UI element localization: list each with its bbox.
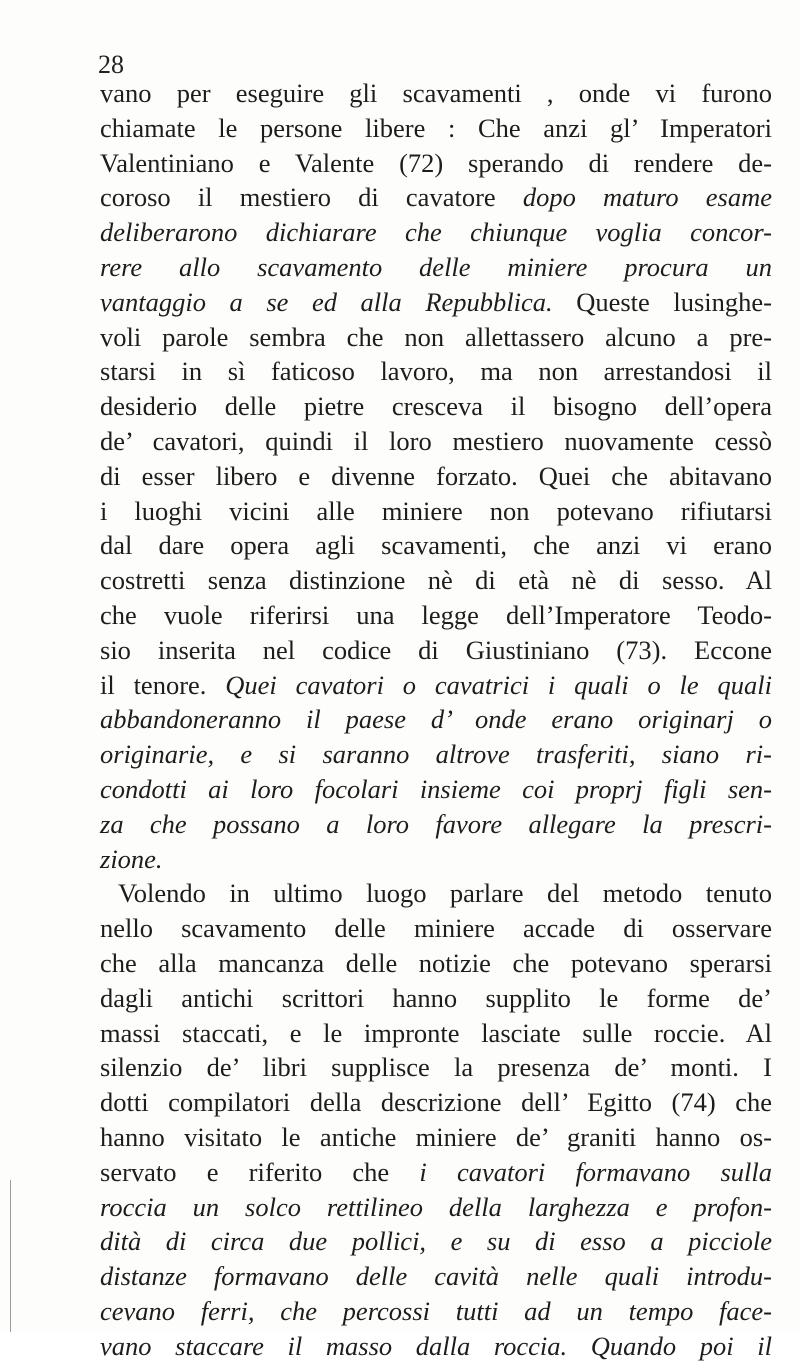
text-line (100, 1050, 772, 1085)
text-segment: dal dare opera agli scavamenti, che anzi vi erano (100, 530, 772, 561)
text-line (100, 459, 772, 494)
text-segment: dotti compilatori della descrizione dell’ Egitto (74) che (100, 1087, 772, 1118)
text-segment: de’ cavatori, quindi il loro mestiero nuovamente cessò (100, 425, 772, 456)
text-segment: dagli antichi scrittori hanno supplito le forme de’ (100, 982, 772, 1013)
text-line (100, 1259, 772, 1294)
text-segment: voli parole sembra che non allettassero alcuno a pre- (100, 321, 772, 352)
text-segment: nello scavamento delle miniere accade di osservare (100, 913, 772, 944)
text-line (100, 563, 772, 598)
page-edge-shadow (10, 1180, 11, 1332)
text-line (100, 215, 772, 250)
italic-text-segment: dopo maturo esame (522, 182, 772, 213)
italic-text-segment: i cavatori formavano sulla (419, 1156, 772, 1187)
text-segment: vano per eseguire gli scavamenti , onde vi furono (100, 78, 772, 108)
italic-text-segment: Quei cavatori o cavatrici i quali o le quali (225, 669, 773, 700)
text-line (100, 807, 772, 842)
text-segment: hanno visitato le antiche miniere de’ graniti hanno os- (100, 1121, 772, 1152)
italic-text-segment: rere allo scavamento delle miniere procura un (100, 251, 772, 282)
text-line (100, 1294, 772, 1329)
text-segment: Volendo in ultimo luogo parlare del metodo tenuto (118, 878, 772, 909)
text-line (100, 354, 772, 389)
text-segment: sio inserita nel codice di Giustiniano (73). Eccone (100, 634, 772, 665)
text-line (100, 668, 772, 703)
page-number: 28 (98, 50, 124, 79)
text-line (100, 1329, 772, 1363)
text-line (100, 702, 772, 737)
text-line (100, 598, 772, 633)
italic-text-segment: abbandoneranno il paese d’ onde erano originarj o (100, 704, 772, 735)
text-line (100, 250, 772, 285)
italic-text-segment: vano staccare il masso dalla roccia. Quando poi il (100, 1330, 772, 1361)
italic-text-segment: condotti ai loro focolari insieme coi proprj figli sen- (100, 773, 772, 804)
text-line (100, 494, 772, 529)
text-segment: massi staccati, e le impronte lasciate sulle roccie. Al (100, 1017, 772, 1048)
text-segment: il tenore. (100, 669, 226, 700)
text-line (100, 76, 772, 111)
text-segment: coroso il mestiero di cavatore (100, 182, 523, 213)
text-line (100, 320, 772, 355)
italic-text-segment: distanze formavano delle cavità nelle quali introdu- (100, 1261, 772, 1292)
italic-text-segment: dità di circa due pollici, e su di esso a picciole (100, 1226, 772, 1257)
italic-text-segment: zione. (100, 843, 163, 874)
text-segment: chiamate le persone libere : Che anzi gl’ Imperatori (100, 112, 772, 143)
text-line (100, 981, 772, 1016)
text-segment: starsi in sì faticoso lavoro, ma non arrestandosi il (100, 356, 772, 387)
italic-text-segment: roccia un solco rettilineo della larghezza e profon- (100, 1191, 772, 1222)
text-line (100, 528, 772, 563)
text-segment: Valentiniano e Valente (72) sperando di rendere de- (100, 147, 772, 178)
text-line (100, 424, 772, 459)
text-segment: che vuole riferirsi una legge dell’Imperatore Teodo- (100, 599, 772, 630)
text-line (100, 285, 772, 320)
text-line (100, 146, 772, 181)
body-text (100, 76, 772, 1363)
italic-text-segment: deliberarono dichiarare che chiunque voglia concor- (100, 217, 772, 248)
text-segment: di esser libero e divenne forzato. Quei che abitavano (100, 460, 772, 491)
text-segment: che alla mancanza delle notizie che potevano sperarsi (100, 947, 772, 978)
text-line (100, 1016, 772, 1051)
text-line (100, 1224, 772, 1259)
italic-text-segment: originarie, e si saranno altrove trasferiti, siano ri- (100, 739, 772, 770)
text-line (100, 946, 772, 981)
text-line (100, 1190, 772, 1225)
text-line (100, 633, 772, 668)
text-segment: costretti senza distinzione nè di età nè di sesso. Al (100, 565, 772, 596)
text-line (100, 389, 772, 424)
text-segment: desiderio delle pietre cresceva il bisogno dell’opera (100, 391, 772, 422)
text-segment: servato e riferito che (100, 1156, 420, 1187)
text-line (100, 737, 772, 772)
text-line (100, 772, 772, 807)
text-line (100, 111, 772, 146)
text-segment: i luoghi vicini alle miniere non potevano rifiutarsi (100, 495, 772, 526)
text-line (100, 180, 772, 215)
italic-text-segment: za che possano a loro favore allegare la prescri- (100, 808, 772, 839)
italic-text-segment: vantaggio a se ed alla Repubblica. (100, 286, 553, 317)
text-segment: Queste lusinghe- (552, 286, 772, 317)
text-line (100, 911, 772, 946)
text-line (100, 876, 772, 911)
text-line (100, 842, 772, 877)
text-segment: silenzio de’ libri supplisce la presenza de’ monti. I (100, 1052, 772, 1083)
text-line (100, 1155, 772, 1190)
text-line (100, 1085, 772, 1120)
text-line (100, 1120, 772, 1155)
italic-text-segment: cevano ferri, che percossi tutti ad un tempo face- (100, 1295, 772, 1326)
